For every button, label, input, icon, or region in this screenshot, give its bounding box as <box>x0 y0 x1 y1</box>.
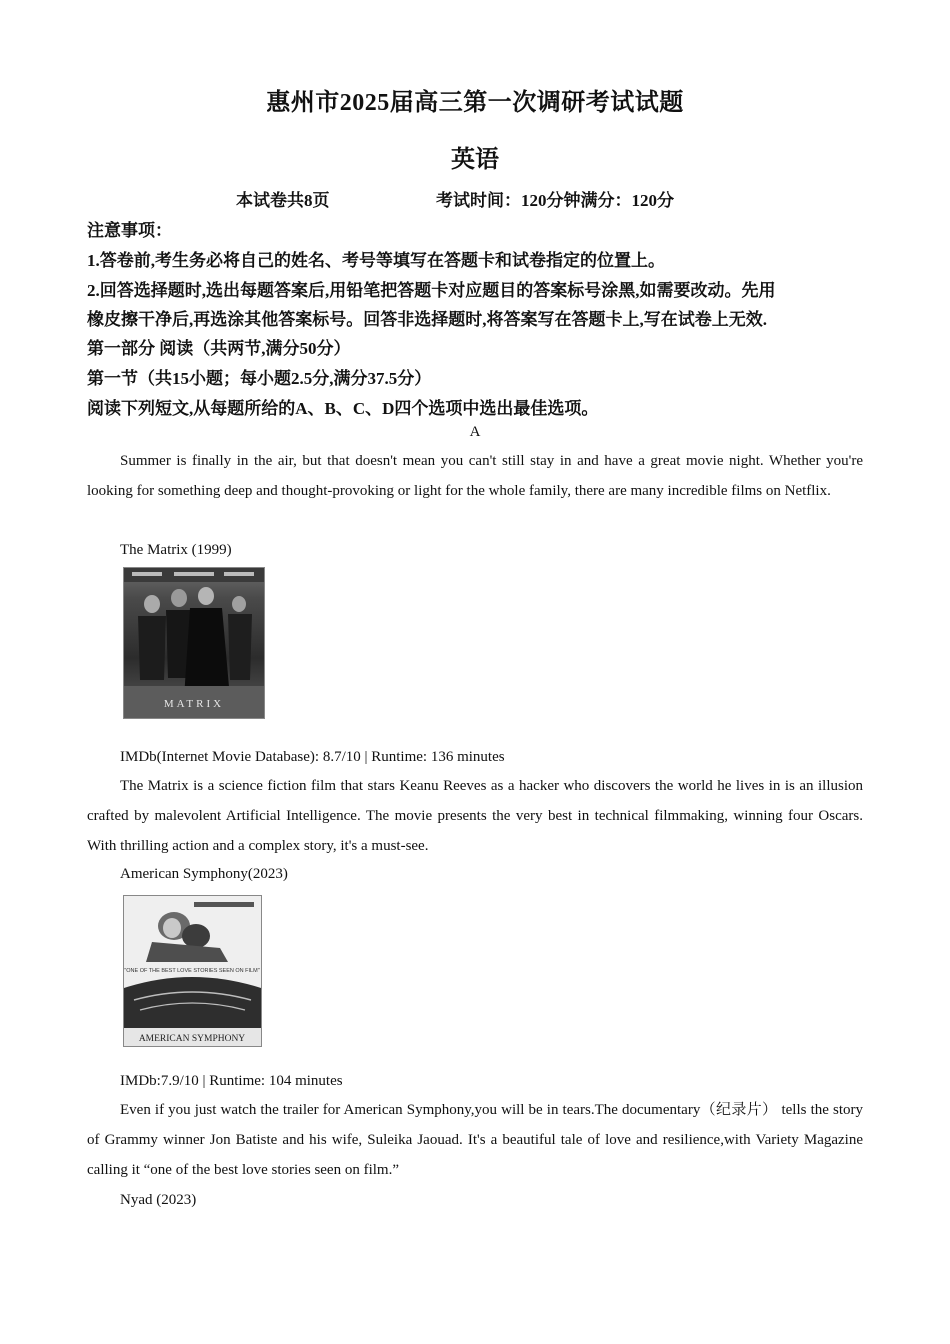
film-rating: IMDb:7.9/10 | Runtime: 104 minutes <box>120 1073 343 1089</box>
american-symphony-poster-title: AMERICAN SYMPHONY <box>138 1034 246 1044</box>
notice-item-2-line-2: 橡皮擦干净后,再选涂其他答案标号。回答非选择题时,将答案写在答题卡上,写在试卷上无效. <box>87 310 767 329</box>
exam-subject: 英语 <box>451 147 499 173</box>
film-description: Even if you just watch the trailer for American Symphony,you will be in tears.The documentary（纪录片） tells the story of Grammy winner Jon Batiste and his wife, Suleika Jaouad. It's a beautiful tale of love and resilience,with Variety Magazine calling it “one of the best love stories seen on film.” <box>87 1102 863 1178</box>
matrix-poster-art <box>124 568 264 718</box>
american-symphony-poster-art <box>124 896 261 1046</box>
film-description: The Matrix is a science fiction film that stars Keanu Reeves as a hacker who discovers the world he lives in is an illusion crafted by malevolent Artificial Intelligence. The movie presents the very best in technical filmmaking, winning four Oscars. With thrilling action and a complex story, it's a must-see. <box>87 778 863 854</box>
american-symphony-tagline: "ONE OF THE BEST LOVE STORIES SEEN ON FILM" <box>124 968 260 974</box>
film-title: American Symphony(2023) <box>120 866 288 882</box>
film-title: The Matrix (1999) <box>120 542 232 558</box>
page-count: 本试卷共8页 <box>236 191 330 210</box>
exam-time: 考试时间：120分钟满分：120分 <box>436 191 674 210</box>
notice-heading: 注意事项： <box>87 221 172 240</box>
instruction: 阅读下列短文,从每题所给的A、B、C、D四个选项中选出最佳选项。 <box>87 399 599 418</box>
matrix-poster-title: MATRIX <box>163 698 225 710</box>
film-rating: IMDb(Internet Movie Database): 8.7/10 | Runtime: 136 minutes <box>120 749 505 765</box>
notice-item-1: 1.答卷前,考生务必将自己的姓名、考号等填写在答题卡和试卷指定的位置上。 <box>87 251 665 270</box>
film-title: Nyad (2023) <box>120 1192 197 1208</box>
passage-letter: A <box>469 424 481 440</box>
section-heading: 第一节（共15小题；每小题2.5分,满分37.5分） <box>87 369 432 388</box>
exam-title: 惠州市2025届高三第一次调研考试试题 <box>266 90 684 116</box>
american-symphony-poster <box>123 895 262 1047</box>
part-heading: 第一部分 阅读（共两节,满分50分） <box>87 339 351 358</box>
passage-intro: Summer is finally in the air, but that doesn't mean you can't still stay in and have a great movie night. Whether you're looking for something deep and thought-provoking or light for the whole family, there are many incredible films on Netflix. <box>87 453 863 499</box>
matrix-poster <box>123 567 265 719</box>
notice-item-2-line-1: 2.回答选择题时,选出每题答案后,用铅笔把答题卡对应题目的答案标号涂黑,如需要改动。先用 <box>87 281 776 300</box>
